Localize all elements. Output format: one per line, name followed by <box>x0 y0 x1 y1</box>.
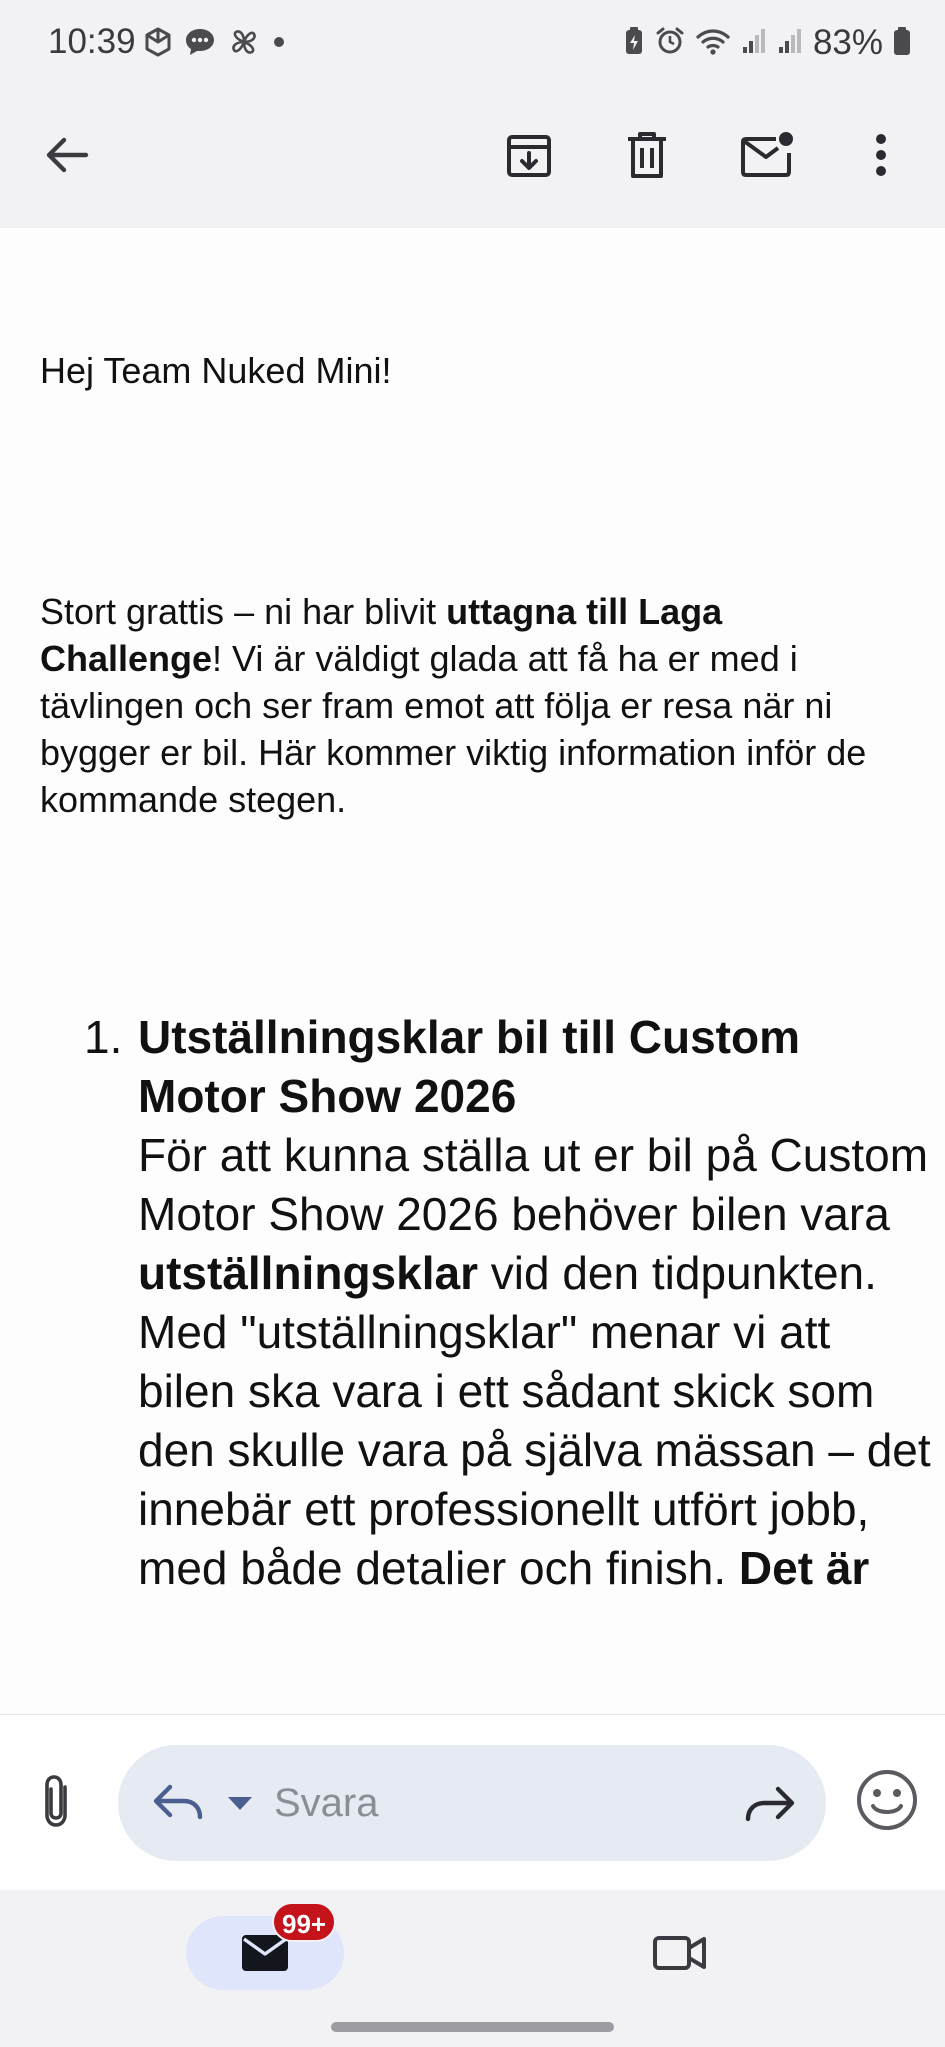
signal-icon <box>741 27 767 60</box>
cube-icon <box>144 27 172 62</box>
home-indicator[interactable] <box>331 2022 614 2032</box>
status-time: 10:39 <box>48 22 136 61</box>
email-body <box>0 228 945 1714</box>
chevron-down-icon[interactable] <box>222 1785 258 1821</box>
back-button[interactable] <box>27 115 107 195</box>
battery-icon <box>893 26 911 61</box>
pinwheel-icon <box>228 26 260 63</box>
email-greeting: Hej Team Nuked Mini! <box>40 350 392 391</box>
list-item-number: 1. <box>84 1011 123 1063</box>
battery-saver-icon <box>623 26 645 61</box>
unread-count-badge: 99+ <box>272 1902 336 1942</box>
reply-box[interactable] <box>118 1745 826 1861</box>
status-bar <box>0 0 945 90</box>
battery-percent: 83% <box>812 23 883 62</box>
status-notification-icons <box>144 24 286 64</box>
email-toolbar <box>0 90 945 228</box>
list-item-bold-text: utställningsklar <box>138 1247 478 1299</box>
signal-icon <box>777 27 803 60</box>
archive-icon <box>505 131 553 179</box>
alarm-icon <box>655 26 685 61</box>
nav-meet-tab[interactable] <box>640 1916 720 1990</box>
dot-icon <box>272 35 286 54</box>
reply-bar <box>0 1714 945 1891</box>
list-item-body <box>138 1008 938 1598</box>
intro-bold-text: uttagna till Laga Challenge <box>40 591 723 679</box>
video-camera-icon <box>652 1933 708 1973</box>
intro-text: Stort grattis – ni har blivit <box>40 591 447 632</box>
archive-button[interactable] <box>489 115 569 195</box>
chat-bubble-icon <box>184 27 216 62</box>
mark-unread-icon <box>740 131 794 179</box>
emoji-icon[interactable] <box>854 1767 920 1833</box>
bottom-navigation <box>0 1890 945 2047</box>
reply-arrow-icon[interactable] <box>150 1775 206 1831</box>
list-item-title: Utställningsklar bil till Custom Motor Show 2026 <box>138 1011 800 1122</box>
list-item-bold-text: Det är <box>738 1542 870 1594</box>
list-item-text: vid den tidpunkten. Med "utställningsklar" menar vi att bilen ska vara i ett sådant skick som den skulle vara på själva mässan – det innebär ett professionellt utfört jobb, med både detalier och finish. <box>138 1247 931 1594</box>
forward-icon[interactable] <box>742 1775 798 1831</box>
status-system-icons <box>623 22 911 64</box>
wifi-icon <box>695 26 731 61</box>
attach-button[interactable] <box>24 1769 88 1833</box>
back-arrow-icon <box>44 135 90 175</box>
email-intro-paragraph <box>40 588 910 823</box>
trash-icon <box>625 130 669 180</box>
reply-input[interactable]: Svara <box>274 1781 379 1825</box>
more-vert-icon <box>874 133 888 177</box>
intro-text: ! Vi är väldigt glada att få ha er med i tävlingen och ser fram emot att följa er resa när ni bygger er bil. Här kommer viktig information inför de kommande stegen. <box>40 638 867 820</box>
attachment-icon <box>39 1773 73 1829</box>
more-options-button[interactable] <box>841 115 921 195</box>
list-item-text: För att kunna ställa ut er bil på Custom Motor Show 2026 behöver bilen vara <box>138 1129 929 1240</box>
delete-button[interactable] <box>607 115 687 195</box>
mark-unread-button[interactable] <box>727 115 807 195</box>
